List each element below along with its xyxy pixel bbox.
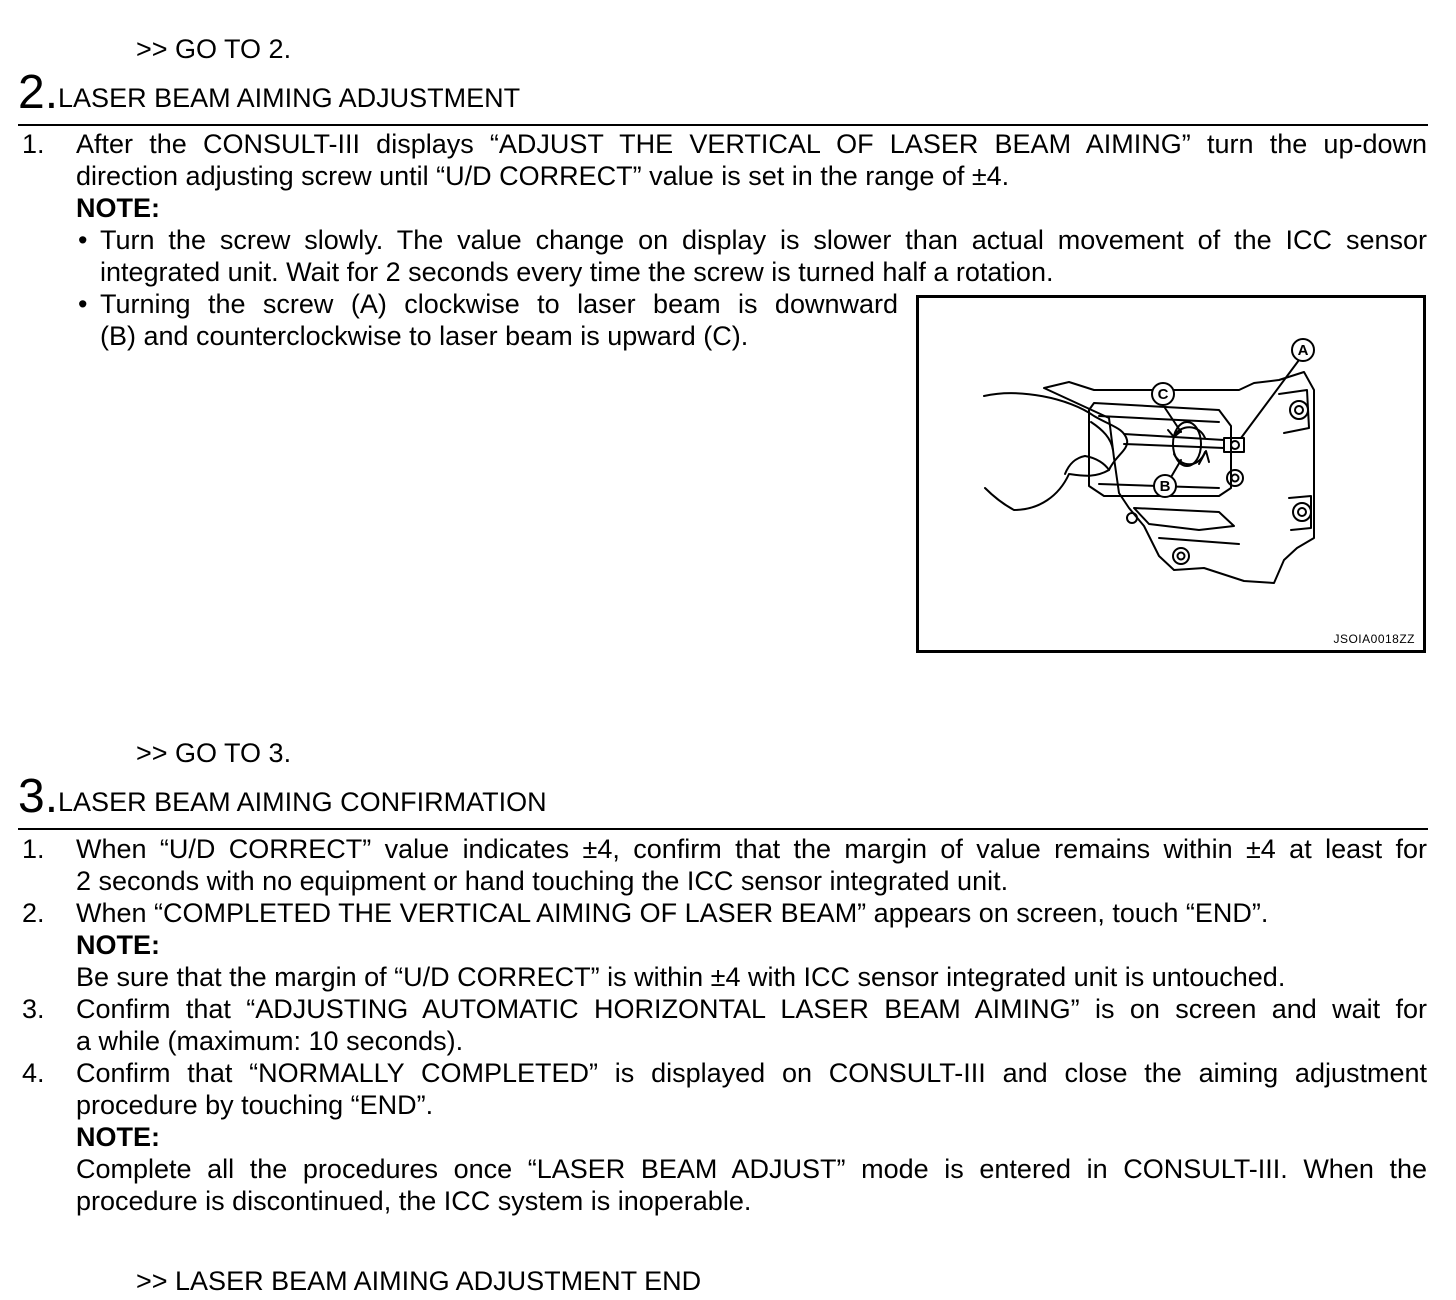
bullet-1-line-2: integrated unit. Wait for 2 seconds every time the screw is turned half a rotation.	[100, 257, 1054, 287]
step-3-divider	[18, 828, 1428, 830]
go-to-step-3: >> GO TO 3.	[136, 738, 292, 768]
bullet-1-marker: •	[78, 225, 88, 255]
label-c: C	[1157, 386, 1169, 403]
bullet-2-line-1: Turning the screw (A) clockwise to laser beam is downward	[100, 289, 898, 319]
step-2-item-1-number: 1.	[22, 129, 45, 159]
go-to-step-2: >> GO TO 2.	[136, 34, 292, 64]
label-b: B	[1159, 478, 1171, 495]
step-2-title: LASER BEAM AIMING ADJUSTMENT	[58, 83, 521, 113]
step-3-item-4-number: 4.	[22, 1058, 45, 1088]
procedure-end: >> LASER BEAM AIMING ADJUSTMENT END	[136, 1266, 702, 1296]
figure-code: JSOIA0018ZZ	[1333, 632, 1415, 646]
step-3-title: LASER BEAM AIMING CONFIRMATION	[58, 787, 547, 817]
bullet-2-line-2: (B) and counterclockwise to laser beam is upward (C).	[100, 321, 749, 351]
step-3-item-2-note-label: NOTE:	[76, 930, 160, 960]
step-3-item-3-line-2: a while (maximum: 10 seconds).	[76, 1026, 464, 1056]
icc-sensor-drawing	[919, 298, 1423, 650]
step-3-item-4-note-label: NOTE:	[76, 1122, 160, 1152]
label-a: A	[1297, 342, 1309, 359]
step-3-item-2-line-1: When “COMPLETED THE VERTICAL AIMING OF LASER BEAM” appears on screen, touch “END”.	[76, 898, 1269, 928]
step-3-item-2-note: Be sure that the margin of “U/D CORRECT” is within ±4 with ICC sensor integrated unit is untouched.	[76, 962, 1286, 992]
bullet-2-marker: •	[78, 289, 88, 319]
step-3-item-4-note-line-1: Complete all the procedures once “LASER BEAM ADJUST” mode is entered in CONSULT-III. When the	[76, 1154, 1427, 1184]
step-3-item-1-number: 1.	[22, 834, 45, 864]
step-3-item-3-line-1: Confirm that “ADJUSTING AUTOMATIC HORIZONTAL LASER BEAM AIMING” is on screen and wait for	[76, 994, 1427, 1024]
step-3-heading	[18, 772, 547, 822]
step-3-number: 3.	[18, 770, 59, 823]
step-2-divider	[18, 124, 1428, 126]
step-2-item-1-line-1: After the CONSULT-III displays “ADJUST THE VERTICAL OF LASER BEAM AIMING” turn the up-down	[76, 129, 1427, 159]
step-3-item-4-line-2: procedure by touching “END”.	[76, 1090, 434, 1120]
step-2-item-1-line-2: direction adjusting screw until “U/D CORRECT” value is set in the range of ±4.	[76, 161, 1010, 191]
step-3-item-2-number: 2.	[22, 898, 45, 928]
aiming-screw-illustration	[916, 295, 1426, 653]
bullet-1-line-1: Turn the screw slowly. The value change on display is slower than actual movement of the ICC sensor	[100, 225, 1427, 255]
step-3-item-4-line-1: Confirm that “NORMALLY COMPLETED” is displayed on CONSULT-III and close the aiming adjustment	[76, 1058, 1427, 1088]
step-3-item-3-number: 3.	[22, 994, 45, 1024]
step-3-item-1-line-2: 2 seconds with no equipment or hand touching the ICC sensor integrated unit.	[76, 866, 1009, 896]
step-2-note-label: NOTE:	[76, 193, 160, 223]
step-3-item-4-note-line-2: procedure is discontinued, the ICC system is inoperable.	[76, 1186, 752, 1216]
step-2-heading	[18, 68, 520, 118]
step-3-item-1-line-1: When “U/D CORRECT” value indicates ±4, confirm that the margin of value remains within ±4 at least for	[76, 834, 1427, 864]
step-2-number: 2.	[18, 66, 59, 119]
